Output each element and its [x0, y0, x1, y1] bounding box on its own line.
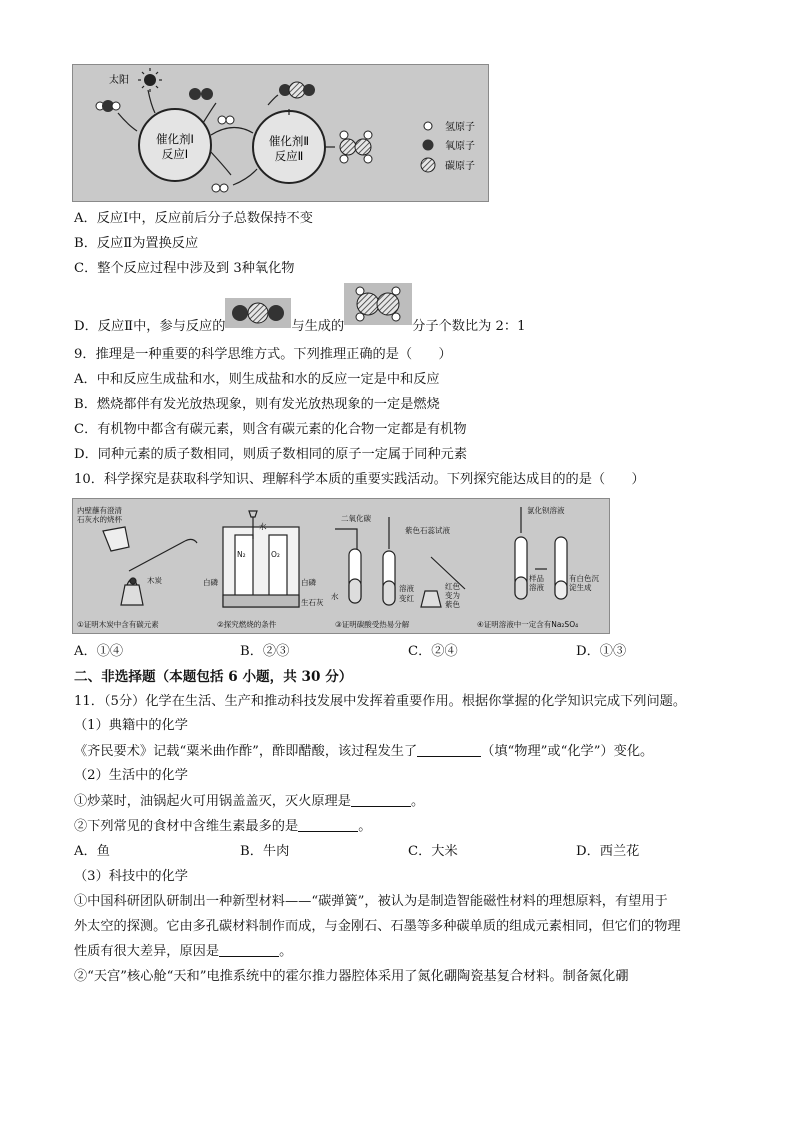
q9-option-c: C．有机物中都含有碳元素，则含有碳元素的化合物一定都是有机物 [74, 422, 467, 437]
product-molecule-image [344, 283, 412, 331]
e1-label-charcoal: 木炭 [147, 576, 162, 585]
legend [421, 120, 475, 172]
q10-option-d: D．①③ [576, 644, 627, 659]
answer-blank-4[interactable] [219, 943, 279, 957]
legend-hydrogen: 氢原子 [445, 122, 475, 133]
e3-label-turns-red: 变红 [399, 594, 414, 603]
e3-label-solution: 溶液 [399, 584, 414, 593]
catalyst2-label: 催化剂Ⅱ [268, 134, 310, 148]
q8-option-a: A．反应Ⅰ中，反应前后分子总数保持不变 [74, 211, 313, 226]
q11-part2-q1-text: ①炒菜时，油锅起火可用锅盖盖灭，灭火原理是 [74, 794, 351, 809]
e3-label-litmus: 紫色石蕊试液 [405, 526, 450, 535]
e1-caption: ①证明木炭中含有碳元素 [77, 620, 159, 629]
q8-option-c: C．整个反应过程中涉及到 3种氧化物 [74, 261, 295, 276]
q11-part2-q1 [74, 793, 424, 811]
e3-caption: ③证明碳酸受热易分解 [335, 620, 410, 629]
q11-part3-line1: ①中国科研团队研制出一种新型材料——“碳弹簧”，被认为是制造智能磁性材料的理想原料，有望用于 [74, 894, 668, 909]
reactant-molecule-image [225, 298, 291, 334]
catalyst2-ring [253, 111, 325, 183]
q8-d-pre: D．反应Ⅱ中，参与反应的 [74, 319, 226, 334]
catalyst1-ring [139, 109, 211, 181]
hydrogen-molecule-bottom [212, 184, 228, 192]
q9-stem: 9．推理是一种重要的科学思维方式。下列推理正确的是（ ） [74, 347, 452, 362]
e2-label-water: 水 [259, 522, 267, 531]
e3-label-r2: 变为 [445, 591, 460, 600]
q8-option-d [74, 318, 525, 336]
period-2: 。 [358, 819, 372, 834]
section-2-heading: 二、非选择题（本题包括 6 小题，共 30 分） [74, 669, 353, 685]
sun-label: 太阳 [109, 75, 129, 86]
q8-d-post: 分子个数比为 2：1 [412, 319, 526, 334]
q11-part2-q2 [74, 818, 371, 836]
q11-part1-text-b: （填“物理”或“化学”）变化。 [481, 744, 654, 759]
co2-molecule [279, 82, 315, 98]
q10-stem: 10．科学探究是获取科学知识、理解科学本质的重要实践活动。下列探究能达成目的的是（ ） [74, 472, 645, 487]
e3-label-r3: 紫色 [445, 600, 460, 609]
e1-label-beaker: 内壁蘸有澄清 [77, 506, 122, 515]
q11-part1-text [74, 743, 653, 761]
e2-label-lime: 生石灰 [301, 598, 324, 607]
q9-option-a: A．中和反应生成盐和水，则生成盐和水的反应一定是中和反应 [74, 372, 440, 387]
q11-part3-line3-text: 性质有很大差异，原因是 [74, 944, 220, 959]
e4-label-sample2: 溶液 [529, 583, 544, 592]
e2-label-wp1: 白磷 [203, 578, 218, 587]
q8-d-mid: 与生成的 [291, 319, 345, 334]
q10-option-a: A．①④ [74, 644, 124, 659]
e2-label-wp2: 白磷 [301, 578, 316, 587]
e4-label-precipitate: 有白色沉 [569, 574, 599, 583]
sun-icon [138, 68, 162, 92]
legend-carbon: 碳原子 [445, 161, 475, 172]
e4-label-precipitate2: 淀生成 [569, 583, 592, 592]
e4-caption: ④证明溶液中一定含有Na₂SO₄ [477, 620, 579, 629]
oxygen-molecule [189, 88, 213, 100]
q11-part2-q2-text: ②下列常见的食材中含维生素最多的是 [74, 819, 299, 834]
q11-option-b: B．牛肉 [240, 844, 290, 859]
q11-part2-title: （2）生活中的化学 [74, 768, 188, 783]
answer-blank-2[interactable] [351, 793, 411, 807]
answer-blank-1[interactable] [417, 743, 481, 757]
q11-option-d: D．西兰花 [576, 844, 640, 859]
reaction2-label: 反应Ⅱ [274, 149, 304, 163]
e1-label-beaker2: 石灰水的烧杯 [77, 515, 122, 524]
legend-oxygen: 氧原子 [445, 141, 475, 152]
answer-blank-3[interactable] [298, 818, 358, 832]
methane-product-molecule [340, 131, 372, 163]
q11-part3-line2: 外太空的探测。它由多孔碳材料制作而成，与金刚石、石墨等多种碳单质的组成元素相同，但它们的物理 [74, 919, 681, 934]
q10-option-c: C．②④ [408, 644, 458, 659]
e3-label-water: 水 [331, 592, 339, 601]
period-1: 。 [410, 794, 425, 809]
q11-part1-title: （1）典籍中的化学 [74, 718, 188, 733]
reaction-diagram [72, 64, 489, 202]
q9-option-b: B．燃烧都伴有发光放热现象，则有发光放热现象的一定是燃烧 [74, 397, 440, 412]
q11-stem: 11．（5分）化学在生活、生产和推动科技发展中发挥着重要作用。根据你掌握的化学知识完成下列问题。 [74, 694, 687, 709]
period-3: 。 [279, 944, 293, 959]
e1-apparatus [103, 527, 197, 605]
q11-option-a: A．鱼 [74, 844, 110, 859]
hydrogen-molecule-top [218, 116, 234, 124]
q11-part3-line4: ②“天宫”核心舱“天和”电推系统中的霍尔推力器腔体采用了氮化硼陶瓷基复合材料。制备氮化硼 [74, 969, 629, 984]
q10-option-b: B．②③ [240, 644, 290, 659]
e3-label-co2: 二氧化碳 [341, 514, 371, 523]
reaction-diagram-svg [73, 65, 488, 201]
e2-caption: ②探究燃烧的条件 [217, 620, 277, 629]
q11-part1-text-a: 《齐民要术》记载“粟米曲作酢”，酢即醋酸，该过程发生了 [74, 744, 418, 759]
e4-label-reagent: 氯化钡溶液 [527, 506, 565, 515]
q8-option-b: B．反应Ⅱ为置换反应 [74, 236, 199, 251]
q11-option-c: C．大米 [408, 844, 458, 859]
q11-part3-title: （3）科技中的化学 [74, 869, 188, 884]
e2-label-n2: N₂ [237, 550, 246, 559]
q11-part3-line3 [74, 943, 292, 961]
catalyst1-label: 催化剂Ⅰ [156, 132, 194, 146]
e2-label-o2: O₂ [271, 550, 280, 559]
q9-option-d: D．同种元素的质子数相同，则质子数相同的原子一定属于同种元素 [74, 447, 468, 462]
experiment-diagram [72, 498, 610, 634]
experiment-diagram-svg [73, 499, 609, 633]
e3-label-r1: 红色 [445, 582, 460, 591]
reaction1-label: 反应Ⅰ [161, 147, 189, 161]
water-molecule-left [96, 100, 120, 112]
e4-label-sample: 样品 [529, 574, 544, 583]
